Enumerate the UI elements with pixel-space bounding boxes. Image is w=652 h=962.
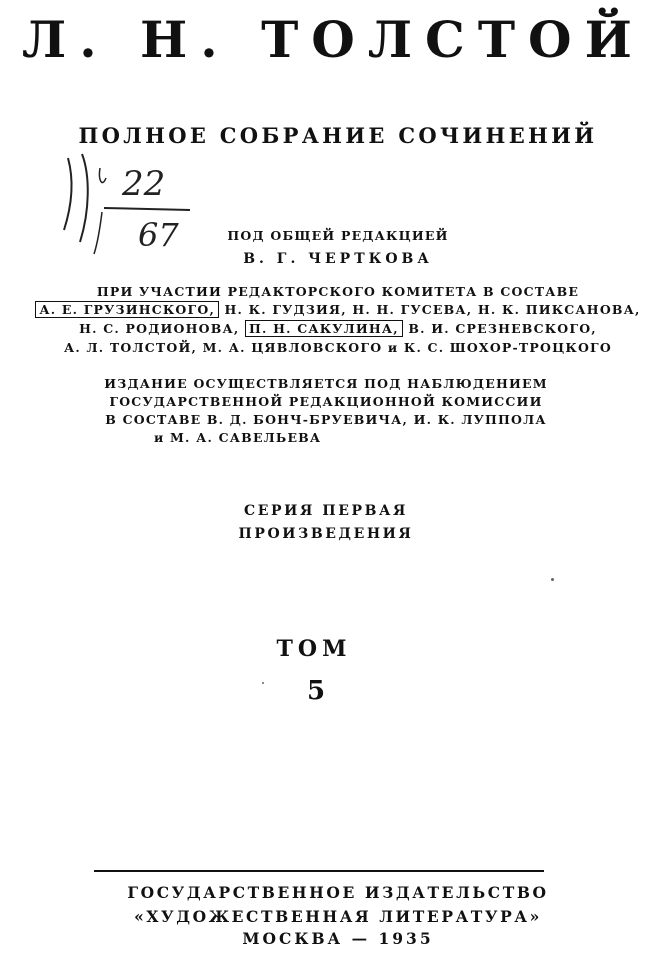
- committee-line-3-rest: В. И. СРЕЗНЕВСКОГО,: [402, 321, 597, 336]
- publication-note-line-2: ГОСУДАРСТВЕННОЙ РЕДАКЦИОННОЙ КОМИССИИ: [109, 394, 543, 409]
- committee-line-4: А. Л. ТОЛСТОЙ, М. А. ЦЯВЛОВСКОГО и К. С. ШОХОР-ТРОЦКОГО: [64, 340, 612, 355]
- publisher-imprint: «ХУДОЖЕСТВЕННАЯ ЛИТЕРАТУРА»: [134, 907, 542, 926]
- publication-note-line-3: В СОСТАВЕ В. Д. БОНЧ-БРУЕВИЧА, И. К. ЛУППОЛА: [105, 412, 547, 427]
- paper-speck: [551, 578, 554, 581]
- boxed-name-sakulin: П. Н. САКУЛИНА,: [245, 320, 403, 337]
- author-name: Л. Н. ТОЛСТОЙ: [22, 10, 645, 69]
- handwritten-top-number: 22: [122, 164, 166, 204]
- publisher-name: ГОСУДАРСТВЕННОЕ ИЗДАТЕЛЬСТВО: [127, 883, 549, 902]
- committee-line-3: [12, 321, 652, 336]
- series-subtitle: ПРОИЗВЕДЕНИЯ: [238, 526, 414, 542]
- publication-note-line-1: ИЗДАНИЕ ОСУЩЕСТВЛЯЕТСЯ ПОД НАБЛЮДЕНИЕМ: [104, 376, 548, 391]
- volume-label: ТОМ: [276, 636, 352, 662]
- series-label: СЕРИЯ ПЕРВАЯ: [244, 503, 408, 519]
- committee-line-1: ПРИ УЧАСТИИ РЕДАКТОРСКОГО КОМИТЕТА В СОСТАВЕ: [96, 284, 580, 299]
- collection-title: ПОЛНОЕ СОБРАНИЕ СОЧИНЕНИЙ: [78, 123, 598, 148]
- volume-number: 5: [306, 676, 326, 706]
- committee-line-2-rest: Н. К. ГУДЗИЯ, Н. Н. ГУСЕВА, Н. К. ПИКСАНОВА,: [219, 302, 641, 317]
- editor-label: ПОД ОБЩЕЙ РЕДАКЦИЕЙ: [227, 228, 449, 243]
- horizontal-rule: [94, 870, 544, 872]
- editor-name: В. Г. ЧЕРТКОВА: [243, 251, 433, 267]
- publication-note-line-4: и М. А. САВЕЛЬЕВА: [154, 430, 322, 445]
- boxed-name-gruzinsky: А. Е. ГРУЗИНСКОГО,: [35, 301, 219, 318]
- handwritten-bottom-number: 67: [138, 216, 179, 254]
- committee-line-2: [12, 302, 652, 317]
- place-and-year: МОСКВА — 1935: [242, 929, 434, 948]
- committee-line-3-start: Н. С. РОДИОНОВА,: [79, 321, 245, 336]
- paper-speck: [262, 682, 264, 684]
- handwritten-shelf-mark: [60, 150, 200, 260]
